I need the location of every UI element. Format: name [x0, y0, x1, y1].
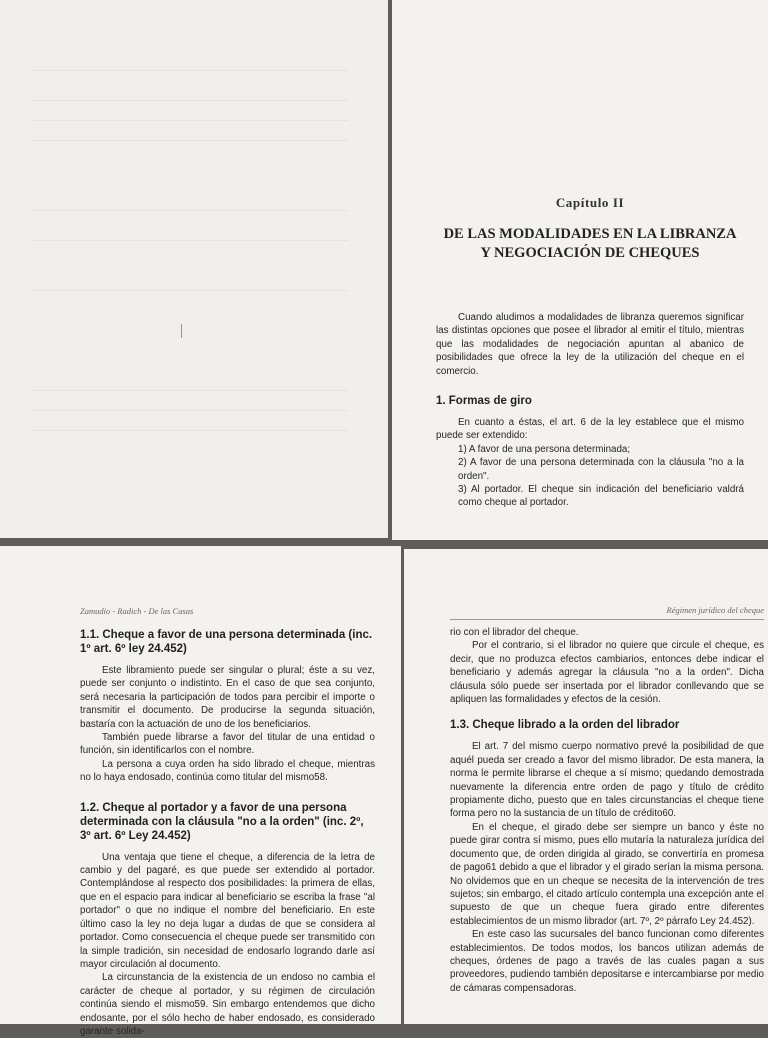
section-1-heading: 1. Formas de giro: [436, 395, 532, 408]
paragraph: En este caso las sucursales del banco funcionan como diferentes establecimientos. De todos modos, los bancos utilizan además de cheques, órdenes de pago a través de las cuales pagan a sus proveedores, pudiendo también depositarse e intercambiarse por medio de cámaras compensadoras.: [450, 929, 764, 994]
paragraph: También puede librarse a favor del titular de una entidad o función, sin identificarlos con el nombre.: [80, 732, 375, 757]
paragraph: La circunstancia de la existencia de un endoso no cambia el carácter de cheque al portador, y su régimen de circulación continúa siendo el mismo59. Sin embargo entendemos que dicho endosante, por el sólo hecho de haber endosado, es considerado garante solida-: [80, 972, 375, 1037]
list-item-3: 3) Al portador. El cheque sin indicación del beneficiario valdrá como cheque al portador.: [458, 484, 744, 509]
paragraph: Este libramiento puede ser singular o plural; éste a su vez, puede ser conjunto o indistinto. En el caso de que sea conjunto, será necesaria la participación de todos para percibir el importe o transmitir el documento. De producirse la segunda situación, bastaría con la actuación de uno de los beneficiarios.: [80, 665, 375, 730]
blank-facing-page: [0, 0, 388, 538]
list-item-1: 1) A favor de una persona determinada;: [458, 443, 631, 455]
heading-1-2: 1.2. Cheque al portador y a favor de una persona determinada con la cláusula "no a la orden" (inc. 2º, 3º art. 6º Ley 24.452): [80, 801, 364, 842]
running-head-right: Régimen jurídico del cheque: [666, 605, 764, 615]
paragraph: rio con el librador del cheque.: [450, 627, 579, 638]
paragraph: La persona a cuya orden ha sido librado el cheque, mientras no lo haya endosado, continúa como titular del mismo58.: [80, 758, 375, 784]
chapter-title-line-1: DE LAS MODALIDADES EN LA LIBRANZA: [443, 226, 737, 242]
heading-1-1: 1.1. Cheque a favor de una persona determinada (inc. 1º art. 6º ley 24.452): [80, 629, 373, 655]
paragraph: Una ventaja que tiene el cheque, a diferencia de la letra de cambio y del pagaré, es que puede ser extendido al portador. Contemplándose al respecto dos posibilidades: la primera de ellas, que en el espacio para indicar al beneficiario se escriba la frase "al portador" o que no indique el nombre del beneficiario. En este último caso la ley no deja lugar a dudas de que se considera al portador. Como consecuencia el cheque puede ser transmitido con la simple tradición, sin necesidad de endosarlo logrando darle así mayor circulación al documento.: [80, 851, 375, 970]
chapter-title-line-2: Y NEGOCIACIÓN DE CHEQUES: [480, 245, 700, 261]
running-head-left: Zamudio - Radich - De las Casas: [80, 606, 194, 616]
paragraph: En el cheque, el girado debe ser siempre un banco y éste no puede girar contra sí mismo, pues ello mutaría la naturaleza jurídica del documento que, de orden dirigida al girado, se convertiría en promesa de pago61 debido a que el librador y el girado serían la misma persona. No olvidemos que en un cheque se necesita de la intervención de tres sujetos; sin embargo, el citado artículo contempla una excepción ante el supuesto de que un cheque fuera girado entre diferentes establecimientos de un mismo librador (art. 7º, 2º párrafo Ley 24.452).: [450, 821, 764, 927]
left-text-page: [0, 546, 401, 1037]
paragraph: El art. 7 del mismo cuerpo normativo prevé la posibilidad de que aquél pueda ser creado a favor del mismo librador. De esta manera, la norma le permite librarse el cheque a sí mismo; quedando demostrada nuevamente la diferencia entre orden de pago y título de crédito propiamente dicho, puesto que en tales circunstancias el cheque tiene forma pero no la sustancia de un título de crédito60.: [450, 741, 764, 820]
chapter-intro: Cuando aludimos a modalidades de libranza queremos significar las distintas opciones que posee el librador al emitir el título, mientras que las modalidades de negociación apuntan al abanico de posibilidades que ofrece la ley de la utilización del cheque en el comercio.: [436, 312, 744, 377]
paragraph: Por el contrario, si el librador no quiere que circule el cheque, es decir, que no produzca efectos cambiarios, entonces debe indicar el beneficiario y además agregar la cláusula "no a la orden". Dicha cláusula sólo puede ser insertada por el librador conllevando que se apliquen las formalidades y efectos de la cesión.: [450, 640, 764, 706]
heading-1-3: 1.3. Cheque librado a la orden del librador: [450, 719, 680, 732]
right-text-page: [404, 549, 768, 1024]
chapter-label: Capítulo II: [555, 195, 625, 210]
chapter-opening-page: [392, 0, 768, 540]
list-item-2: 2) A favor de una persona determinada con la cláusula "no a la orden".: [458, 457, 744, 482]
page-mark: [181, 324, 182, 338]
chapter-title: [436, 225, 744, 263]
section-1-paragraph: En cuanto a éstas, el art. 6 de la ley establece que el mismo puede ser extendido:: [436, 417, 744, 442]
header-rule: [450, 619, 764, 620]
